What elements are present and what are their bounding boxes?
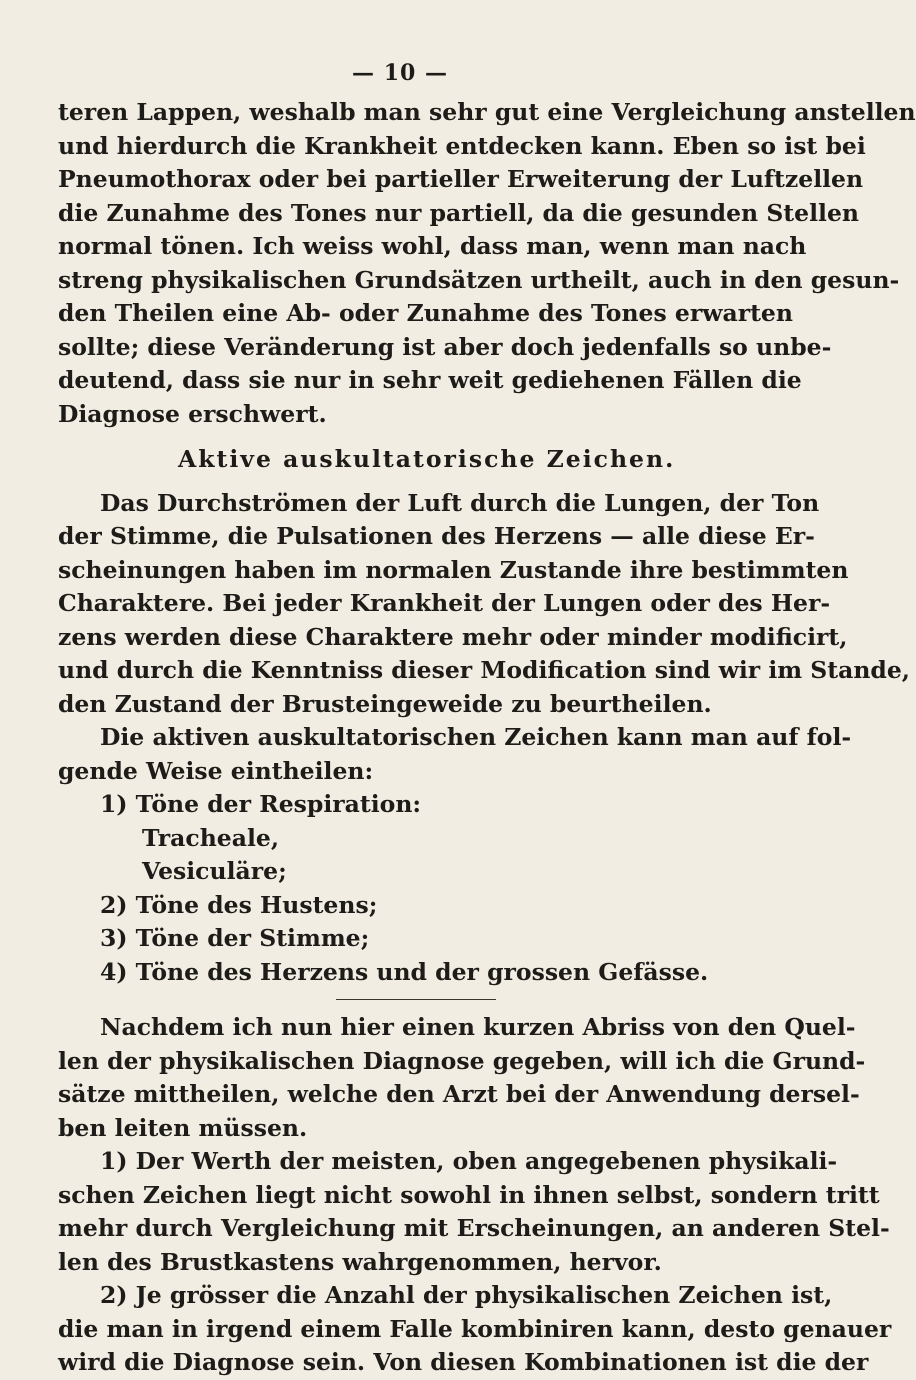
text-line: ben leiten müssen. xyxy=(58,1113,308,1142)
text-line: deutend, dass sie nur in sehr weit gediehenen Fällen die xyxy=(58,366,802,394)
text-line: gende Weise eintheilen: xyxy=(58,756,374,785)
text-line: teren Lappen, weshalb man sehr gut eine Vergleichung anstellen xyxy=(58,98,916,126)
text-line: 2) Je grösser die Anzahl der physikalischen Zeichen ist, xyxy=(100,1281,833,1309)
list-subitem: Tracheale, xyxy=(142,823,280,852)
text-line: Charaktere. Bei jeder Krankheit der Lungen oder des Her- xyxy=(58,589,831,617)
list-item: 4) Töne des Herzens und der grossen Gefässe. xyxy=(100,957,709,986)
text-line: wird die Diagnose sein. Von diesen Kombinationen ist die der xyxy=(58,1348,869,1376)
text-line: mehr durch Vergleichung mit Erscheinungen, an anderen Stel- xyxy=(58,1214,890,1242)
list-item: 3) Töne der Stimme; xyxy=(100,924,370,952)
text-line: den Theilen eine Ab- oder Zunahme des Tones erwarten xyxy=(58,299,793,327)
section-heading: Aktive auskultatorische Zeichen. xyxy=(178,445,676,473)
text-line: Das Durchströmen der Luft durch die Lungen, der Ton xyxy=(100,488,820,517)
text-line: den Zustand der Brusteingeweide zu beurtheilen. xyxy=(58,689,712,718)
text-line: die Zunahme des Tones nur partiell, da die gesunden Stellen xyxy=(58,198,859,227)
text-line: und hierdurch die Krankheit entdecken kann. Eben so ist bei xyxy=(58,131,866,160)
text-line: und durch die Kenntniss dieser Modification sind wir im Stande, xyxy=(58,656,910,684)
text-line: len des Brustkastens wahrgenommen, hervor. xyxy=(58,1247,662,1276)
page-body xyxy=(58,96,916,1380)
text-line: der Stimme, die Pulsationen des Herzens — alle diese Er- xyxy=(58,522,815,550)
text-line: zens werden diese Charaktere mehr oder minder modificirt, xyxy=(58,622,848,651)
text-line: Diagnose erschwert. xyxy=(58,399,327,428)
text-line: schen Zeichen liegt nicht sowohl in ihnen selbst, sondern tritt xyxy=(58,1180,880,1209)
text-line: scheinungen haben im normalen Zustande ihre bestimmten xyxy=(58,555,849,584)
list-item: 1) Töne der Respiration: xyxy=(100,790,422,818)
text-line: Nachdem ich nun hier einen kurzen Abriss von den Quel- xyxy=(100,1013,856,1041)
text-line: Die aktiven auskultatorischen Zeichen kann man auf fol- xyxy=(100,723,852,751)
page-number: — 10 — xyxy=(352,60,448,86)
text-line: sollte; diese Veränderung ist aber doch jedenfalls so unbe- xyxy=(58,332,832,361)
text-line: die man in irgend einem Falle kombiniren kann, desto genauer xyxy=(58,1314,892,1343)
list-subitem: Vesiculäre; xyxy=(142,857,287,885)
text-line: normal tönen. Ich weiss wohl, dass man, wenn man nach xyxy=(58,232,807,260)
text-line: 1) Der Werth der meisten, oben angegebenen physikali- xyxy=(100,1147,838,1175)
text-line: Pneumothorax oder bei partieller Erweiterung der Luftzellen xyxy=(58,165,864,193)
text-line: sätze mittheilen, welche den Arzt bei der Anwendung dersel- xyxy=(58,1080,860,1108)
text-line: len der physikalischen Diagnose gegeben, will ich die Grund- xyxy=(58,1046,866,1075)
list-item: 2) Töne des Hustens; xyxy=(100,890,378,919)
text-line: streng physikalischen Grundsätzen urtheilt, auch in den gesun- xyxy=(58,265,900,294)
divider-rule xyxy=(58,989,770,1011)
